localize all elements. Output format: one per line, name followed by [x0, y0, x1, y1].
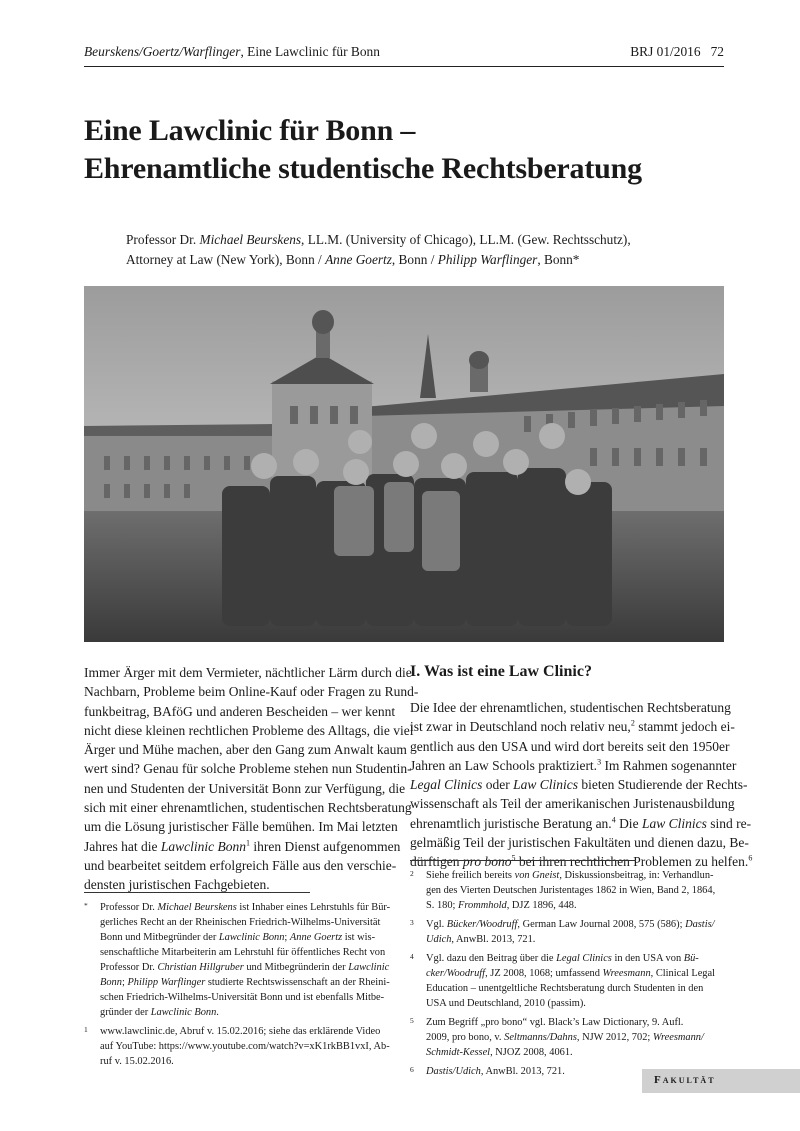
title-line-2: Ehrenamtliche studentische Rechtsberatung — [84, 152, 642, 185]
text-line-content: Immer Ärger mit dem Vermieter, nächtlicher Lärm durch die — [84, 665, 412, 680]
footnote-line — [100, 1039, 400, 1054]
footnote-line — [426, 951, 726, 966]
author-name: Anne Goertz — [325, 252, 392, 267]
footnote-text: ruf v. 15.02.2016. — [100, 1056, 174, 1067]
text-line — [84, 779, 406, 798]
text-line — [410, 814, 752, 833]
running-header-title — [84, 44, 380, 60]
page-number: 72 — [710, 44, 724, 59]
footnote-line — [426, 1015, 726, 1030]
text-line-content: dürftigen — [410, 854, 463, 870]
footnote-line — [100, 1054, 400, 1069]
footnote-line — [100, 930, 400, 945]
text-line-content: stammt jedoch ei- — [634, 719, 735, 735]
intro-paragraph — [84, 663, 419, 895]
footnote-text: Siehe freilich bereits — [426, 870, 515, 881]
text-line-content: nen und Studenten der Universität Bonn zur Verfügung, die — [84, 780, 406, 796]
footnotes-right — [410, 868, 726, 1083]
footnote-number: 6 — [410, 1065, 414, 1074]
footnote-text: , NJW 2012, 702; — [576, 1032, 653, 1043]
section-label-badge — [642, 1069, 800, 1093]
text-line-content: Jahren an Law Schools praktiziert. — [410, 757, 598, 773]
text-line-content: densten juristischen Fachgebieten. — [84, 877, 270, 893]
footnote-emphasis: Wreesmann/ — [652, 1032, 704, 1043]
footnote-emphasis: Frommhold — [458, 900, 507, 911]
footnote-line — [100, 1005, 400, 1020]
footnote-text: senschaftliche Mitarbeiterin am Lehrstuhl für öffentliches Recht von — [100, 947, 386, 958]
text-line — [84, 740, 407, 759]
journal-issue: BRJ 01/2016 — [630, 44, 701, 59]
footnote-3 — [410, 917, 726, 947]
footnote-text: ; — [121, 977, 128, 988]
footnote-number: 5 — [410, 1016, 414, 1025]
footnote-number: 1 — [84, 1025, 88, 1034]
text-line — [84, 721, 414, 740]
text-line-content: bieten Studierende der Rechts- — [578, 777, 748, 793]
footnote-text: , JZ 2008, 1068; umfassend — [485, 968, 603, 979]
group-photo — [84, 286, 724, 642]
text-line-content: wert sind? Genau für solche Probleme stehen nun Studentin- — [84, 761, 412, 777]
footnote-text: Professor Dr. — [100, 962, 158, 973]
footnote-line — [426, 1030, 726, 1045]
footnote-emphasis: cker/Woodruff — [426, 968, 486, 979]
footnote-emphasis: Christian Hillgruber — [157, 962, 244, 973]
footnote-ref: 5 — [511, 853, 516, 863]
footnote-text: studierte Rechtswissenschaft an der Rheini- — [205, 977, 390, 988]
text-line-content: Nachbarn, Probleme beim Online-Kauf oder Fragen zu Rund- — [84, 684, 419, 700]
text-line-content: sich mit einer ehrenamtlichen, studentischen Rechtsberatung — [84, 800, 412, 816]
footnote-number: * — [84, 901, 88, 910]
footnote-line — [100, 990, 400, 1005]
text-line-content: gentlich aus den USA und wird dort bereits seit den 1950er — [410, 738, 730, 754]
text-line — [410, 698, 731, 717]
footnote-emphasis: Schmidt-Kessel — [426, 1047, 491, 1058]
running-header — [84, 44, 724, 64]
author-text: Professor Dr. — [126, 232, 200, 247]
text-line — [410, 756, 737, 775]
text-line — [84, 856, 398, 875]
text-line-content: nicht diese kleinen rechtlichen Probleme des Alltags, die viel — [84, 722, 414, 738]
section-label: Fakultät — [654, 1074, 716, 1086]
footnote-emphasis: Udich — [426, 934, 452, 945]
title-line-1: Eine Lawclinic für Bonn – — [84, 114, 416, 147]
author-text: , LL.M. (University of Chicago), LL.M. (Gew. Rechtsschutz), — [301, 232, 631, 247]
emphasis: Legal Clinics — [410, 777, 483, 793]
text-line-content: ehrenamtlich juristische Beratung an. — [410, 815, 612, 831]
footnote-line — [100, 900, 400, 915]
footnote-text: , Clinical Legal — [650, 968, 715, 979]
text-line — [84, 682, 419, 701]
section-heading: I. Was ist eine Law Clinic? — [410, 663, 592, 680]
text-line-content: Jahres hat die — [84, 838, 161, 854]
roof-left — [84, 424, 284, 436]
footnote-ref: 3 — [597, 757, 602, 767]
running-header-short-title: , Eine Lawclinic für Bonn — [240, 44, 380, 59]
text-line-content: ihren Dienst aufgenommen — [249, 838, 401, 854]
text-line-content: ist zwar in Deutschland noch relativ neu, — [410, 719, 631, 735]
text-line — [410, 775, 748, 794]
footnote-line — [426, 883, 726, 898]
footnote-line — [100, 945, 400, 960]
text-line — [410, 794, 735, 813]
footnote-number: 3 — [410, 918, 414, 927]
footnote-text: www.lawclinic.de, Abruf v. 15.02.2016; siehe das erklärende Video — [100, 1026, 381, 1037]
text-line-content: Ärger und Mühe machen, aber den Gang zum Anwalt kaum — [84, 742, 407, 758]
text-line — [84, 759, 412, 778]
author-text: Attorney at Law (New York), Bonn / — [126, 252, 326, 267]
footnote-text: und Mitbegründerin der — [243, 962, 349, 973]
footnote-rule-left — [84, 892, 310, 893]
emphasis: Lawclinic Bonn — [160, 838, 246, 854]
footnote-number: 4 — [410, 952, 414, 961]
footnote-text: , AnwBl. 2013, 721. — [451, 934, 536, 945]
footnote-text: S. 180; — [426, 900, 459, 911]
text-line — [84, 837, 401, 856]
tower-dome — [312, 310, 334, 334]
footnote-text: . — [216, 1007, 219, 1018]
author-name: Philipp Warflinger — [437, 252, 538, 267]
text-line-content: oder — [482, 777, 514, 793]
text-line — [84, 702, 398, 721]
footnote-line — [100, 1024, 400, 1039]
footnote-text: , Diskussionsbeitrag, in: Verhandlun- — [559, 870, 714, 881]
text-line-content: gelmäßig Teil der juristischen Fakultäten und dienen dazu, Be- — [410, 835, 749, 851]
footnote-emphasis: Dastis/Udich — [426, 1066, 481, 1077]
footnote-emphasis: von Gneist — [514, 870, 560, 881]
footnote-line — [100, 975, 400, 990]
footnote-emphasis: Lawclinic Bonn — [218, 932, 285, 943]
footnote-line — [426, 966, 726, 981]
footnote-text: ist wis- — [342, 932, 376, 943]
footnote-text: Vgl. dazu den Beitrag über die — [426, 953, 557, 964]
text-line — [84, 663, 412, 682]
text-line-content: funkbeitrag, BAföG und anderen Bescheiden – wer kennt — [84, 703, 396, 719]
author-text: , Bonn / — [391, 252, 438, 267]
section-paragraph — [410, 698, 753, 872]
header-rule — [84, 66, 724, 67]
footnote-text: gen des Vierten Deutschen Juristentages 1862 in Wien, Band 2, 1864, — [426, 885, 716, 896]
photo-illustration — [84, 286, 724, 642]
footnote-emphasis: Dastis/ — [685, 919, 715, 930]
text-line — [410, 833, 749, 852]
text-line — [410, 717, 735, 736]
text-line-content: Die Idee der ehrenamtlichen, studentischen Rechtsberatung — [410, 700, 731, 715]
footnote-emphasis: Wreesmann — [602, 968, 651, 979]
footnote-text: Professor Dr. — [100, 902, 158, 913]
footnotes-left — [84, 900, 400, 1073]
text-line — [84, 798, 412, 817]
text-line — [410, 737, 730, 756]
footnote-text: gerliches Recht an der Rheinischen Friedrich-Wilhelms-Universität — [100, 917, 381, 928]
footnote-line — [426, 932, 726, 947]
footnote-ref: 4 — [611, 815, 616, 825]
footnote-text: , German Law Journal 2008, 575 (586); — [517, 919, 686, 930]
footnote-line — [426, 1045, 726, 1060]
footnote-1 — [84, 1024, 400, 1069]
footnote-rule-right — [410, 860, 636, 861]
text-line-content: um die Lösung juristischer Fälle bemühen. Im Mai letzten — [84, 819, 398, 835]
footnote-text: schen Friedrich-Wilhelms-Universität Bonn und ist ebenfalls Mitbe- — [100, 992, 385, 1003]
footnote-emphasis: Bü- — [683, 953, 699, 964]
text-line-content: Im Rahmen sogenannter — [601, 757, 737, 773]
text-line-content: sind re- — [706, 815, 752, 831]
article-title — [84, 112, 724, 188]
footnote-line — [426, 996, 726, 1011]
footnote-text: 2009, pro bono, v. — [426, 1032, 505, 1043]
footnote-line — [426, 981, 726, 996]
footnote-ref: 2 — [630, 718, 635, 728]
author-byline — [126, 230, 716, 270]
footnote-line — [100, 960, 400, 975]
text-line-content: und bearbeitet seitdem erfolgreich Fälle aus den verschie- — [84, 857, 397, 873]
footnote-ref: 6 — [748, 853, 753, 863]
footnote-emphasis: Lawclinic — [348, 962, 390, 973]
footnote-emphasis: Bücker/Woodruff — [446, 919, 518, 930]
footnote-text: USA und Deutschland, 2010 (passim). — [426, 998, 586, 1009]
footnote-text: ; — [284, 932, 290, 943]
footnote-text: Bonn und Mitbegründer der — [100, 932, 219, 943]
right-tower-dome — [469, 351, 489, 369]
footnote-text: in den USA von — [611, 953, 684, 964]
footnote-text: , DJZ 1896, 448. — [506, 900, 577, 911]
footnote-emphasis: Anne Goertz — [289, 932, 343, 943]
emphasis: Law Clinics — [513, 777, 579, 793]
footnote-emphasis: Michael Beurskens — [157, 902, 237, 913]
footnote-text: Education – unentgeltliche Rechtsberatung durch Studenten in den — [426, 983, 704, 994]
footnote-2 — [410, 868, 726, 913]
footnote-4 — [410, 951, 726, 1011]
emphasis: Law Clinics — [641, 815, 707, 831]
text-line-content: Die — [615, 815, 642, 831]
footnote-5 — [410, 1015, 726, 1060]
text-line-content: bei ihren rechtlichen Problemen zu helfen. — [515, 854, 749, 870]
footnote-text: gründer der — [100, 1007, 151, 1018]
footnote-emphasis: Philipp Warflinger — [127, 977, 206, 988]
footnote-emphasis: Legal Clinics — [556, 953, 612, 964]
footnote-text: , NJOZ 2008, 4061. — [490, 1047, 573, 1058]
running-header-authors: Beurskens/Goertz/Warflinger — [84, 44, 241, 59]
footnote-line — [426, 898, 726, 913]
footnote-line — [100, 915, 400, 930]
footnote-number: 2 — [410, 869, 414, 878]
footnote-text: Vgl. — [426, 919, 447, 930]
footnote-text: Zum Begriff „pro bono“ vgl. Black’s Law Dictionary, 9. Aufl. — [426, 1017, 684, 1028]
footnote-text: ist Inhaber eines Lehrstuhls für Bür- — [236, 902, 391, 913]
footnote-star — [84, 900, 400, 1020]
author-line-2 — [126, 250, 716, 270]
author-line-1 — [126, 230, 716, 250]
text-line — [84, 817, 398, 836]
footnote-text: auf YouTube: https://www.youtube.com/watch?v=xK1rkBB1vxI, Ab- — [100, 1041, 390, 1052]
author-name: Michael Beurskens — [199, 232, 302, 247]
footnote-emphasis: Lawclinic Bonn — [150, 1007, 217, 1018]
footnote-text: , AnwBl. 2013, 721. — [480, 1066, 565, 1077]
journal-issue-and-page — [630, 44, 724, 60]
author-text: , Bonn* — [537, 252, 580, 267]
text-line-content: wissenschaft als Teil der amerikanischen Juristenausbildung — [410, 796, 735, 812]
footnote-ref: 1 — [245, 838, 250, 848]
footnote-line — [426, 917, 726, 932]
footnote-emphasis: Seltmanns/Dahns — [504, 1032, 577, 1043]
footnote-line — [426, 868, 726, 883]
emphasis: pro bono — [462, 854, 512, 870]
footnote-emphasis: Bonn — [100, 977, 122, 988]
